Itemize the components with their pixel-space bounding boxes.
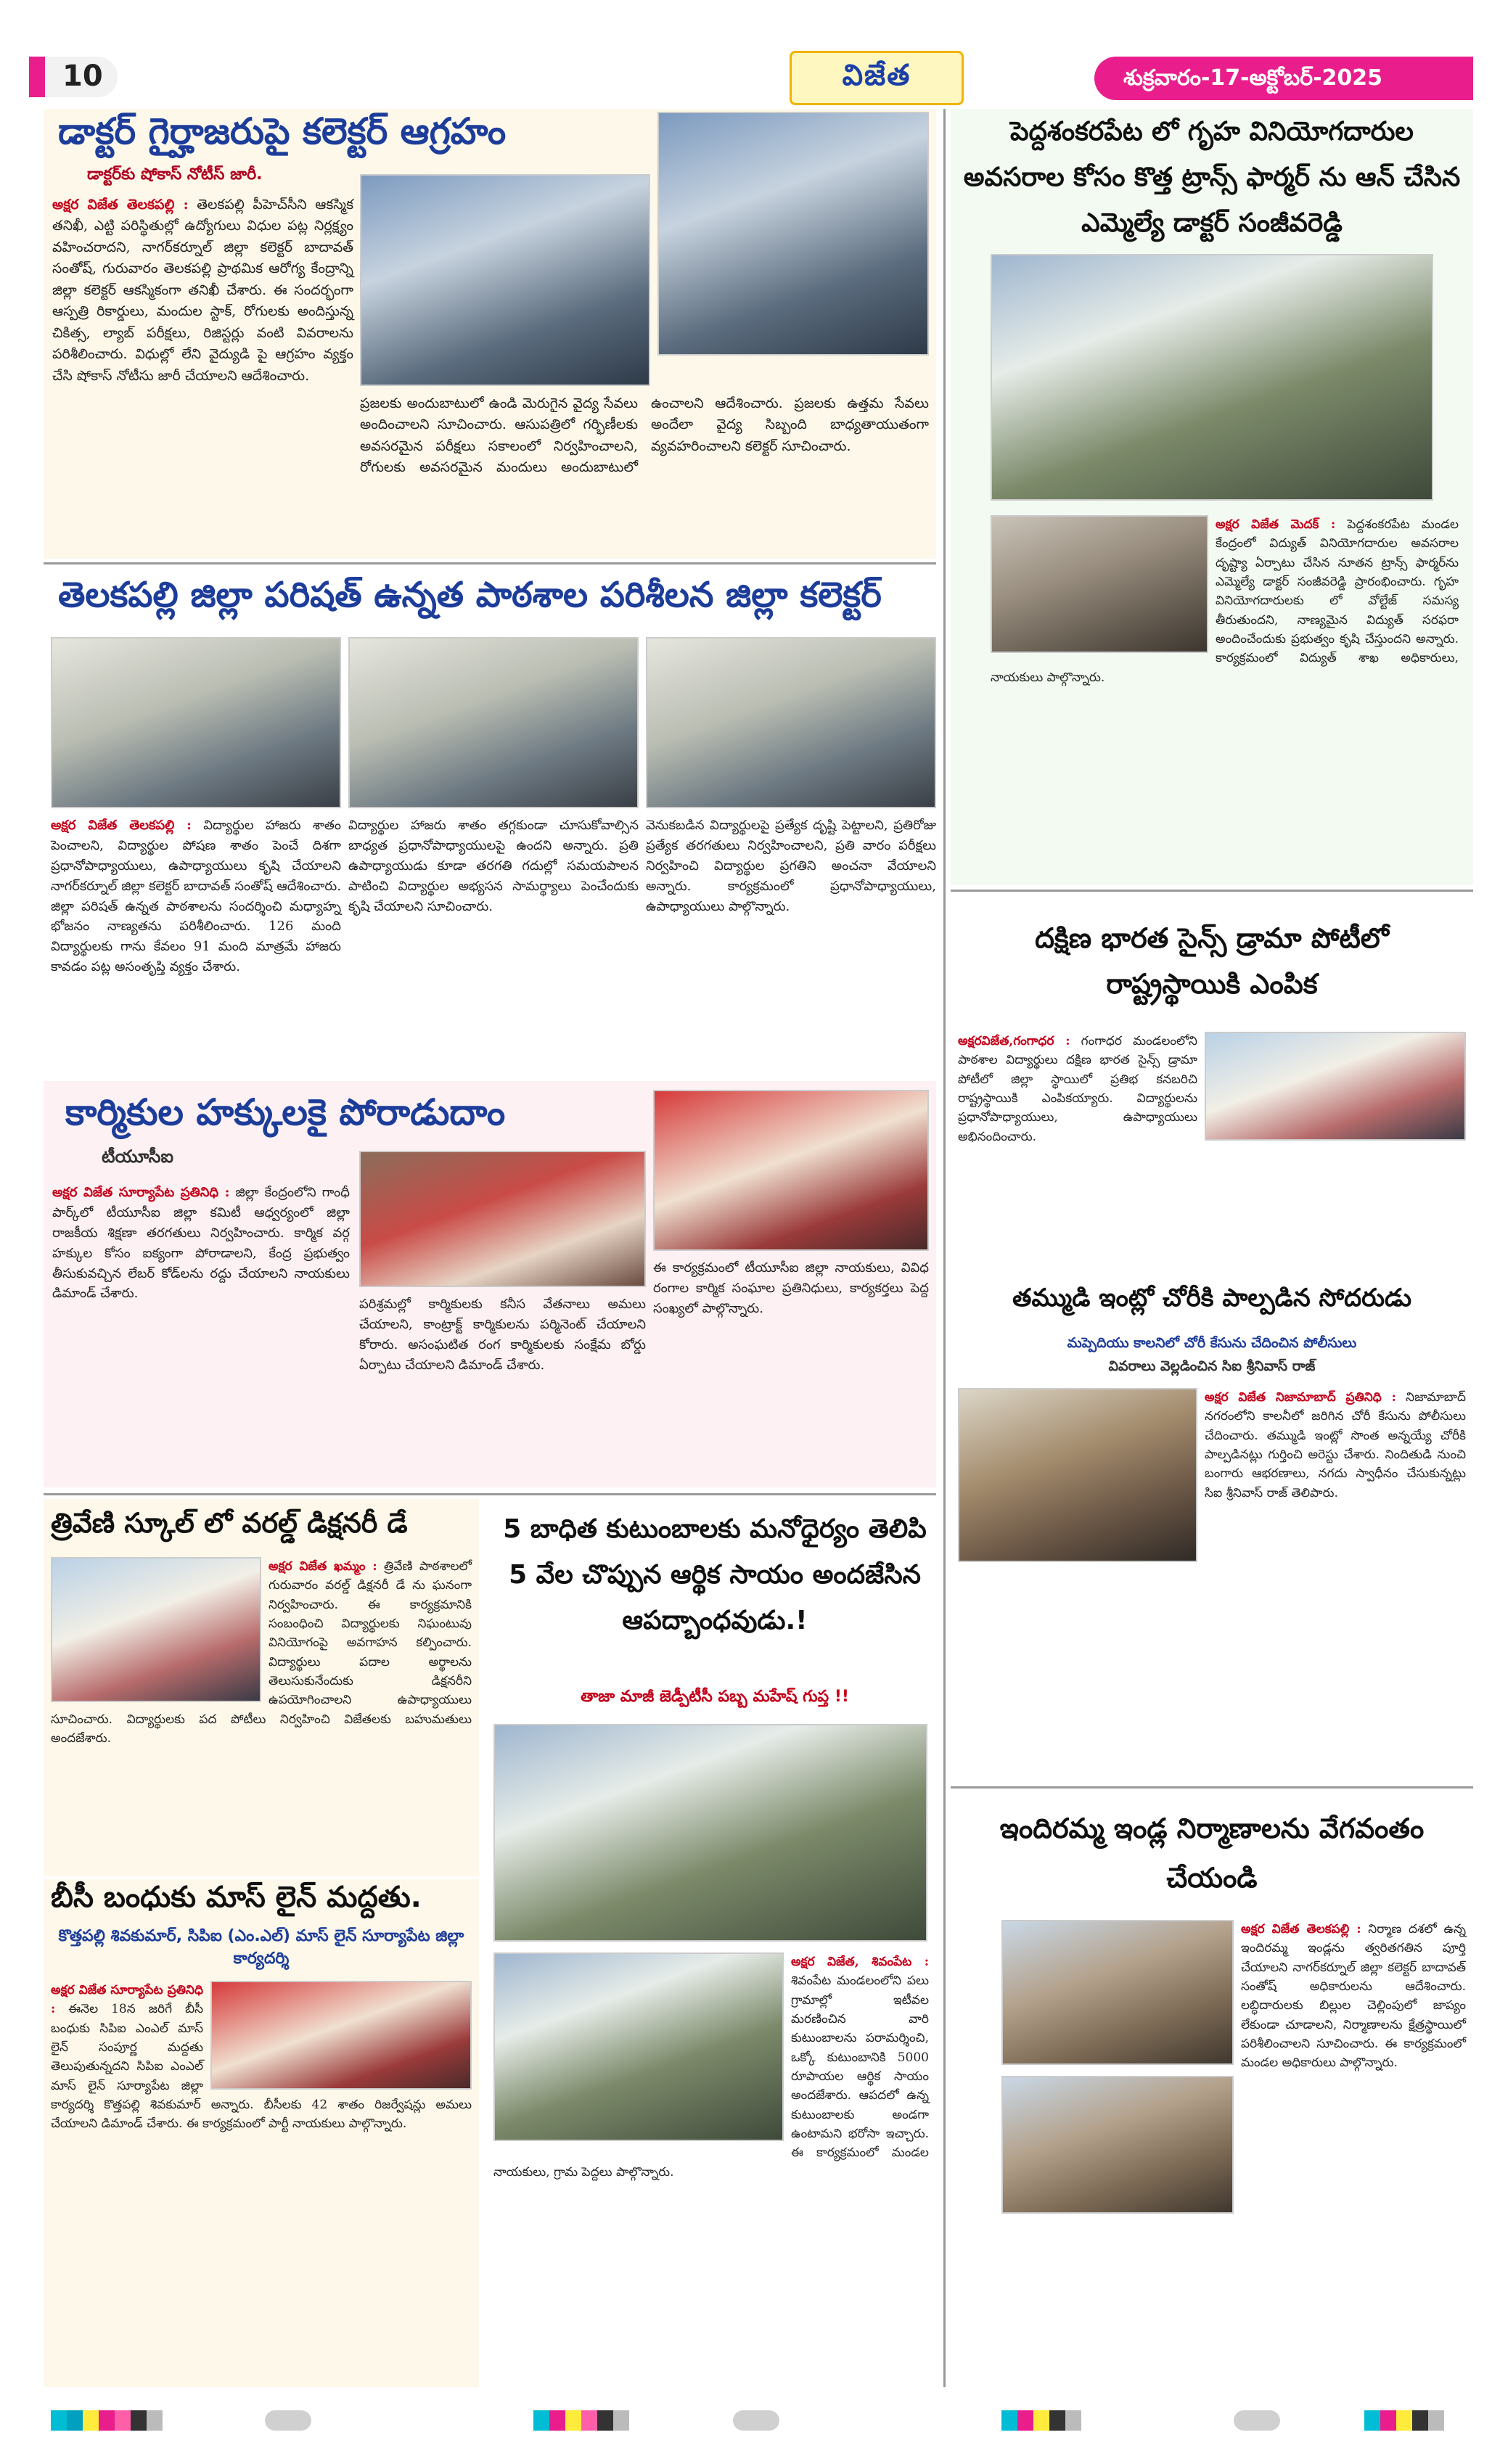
story-body bbox=[958, 1388, 1466, 1776]
story-theft bbox=[951, 1283, 1473, 1783]
column-divider bbox=[943, 109, 946, 2387]
story-headline: కార్మికుల హక్కులకై పోరాడుదాం bbox=[65, 1091, 506, 1133]
story-subhead: తాజా మాజీ జెడ్పీటీసీ పబ్బ మహేష్ గుప్త !! bbox=[581, 1688, 849, 1706]
story-body-col1 bbox=[51, 816, 341, 1069]
photo-party-members bbox=[210, 1981, 472, 2090]
story-text: త్రివేణి పాఠశాలలో గురువారం వరల్డ్ డిక్షనరీ డే ను ఘనంగా నిర్వహించారు. ఈ కార్యక్రమానికి సంబంధించి విద్యార్థులకు నిఘంటువు వినియోగంపై అవగాహన కల్పించారు. విద్యార్థులు పదాల అర్థాలను తెలుసుకునేందుకు డిక్షనరీని ఉపయోగించాలని ఉపాధ్యాయులు సూచించారు. విద్యార్థులకు పద పోటీలు నిర్వహించి విజేతలకు బహుమతులు అందజేశారు. bbox=[51, 1559, 472, 1746]
story-labour-rights bbox=[44, 1081, 936, 1487]
divider bbox=[44, 1493, 936, 1495]
story-byline: వివరాలు వెల్లడించిన సిఐ శ్రీనివాస్ రాజ్ bbox=[1108, 1358, 1316, 1374]
story-body-col2: ప్రజలకు అందుబాటులో ఉండి మెరుగైన వైద్య సేవలు అందించాలని సూచించారు. ఆసుపత్రిలో గర్భిణీలకు అవసరమైన పరీక్షలు సకాలంలో నిర్వహించాలని, రోగులకు అవసరమైన మందులు అందుబాటులో ఉంచాలని ఆదేశించారు. ప్రజలకు ఉత్తమ సేవలు అందేలా వైద్య సిబ్బంది బాధ్యతాయుతంగా వ్యవహరించాలని కలెక్టర్ సూచించారు. bbox=[360, 395, 929, 476]
story-body-col3: ఈ కార్యక్రమంలో టీయూసీఐ జిల్లా నాయకులు, వివిధ రంగాల కార్మిక సంఘాల ప్రతినిధులు, కార్యకర్తలు పెద్ద సంఖ్యలో పాల్గొన్నారు. bbox=[653, 1260, 929, 1316]
photo-collector-inspection-2 bbox=[657, 112, 929, 356]
story-dateline: అక్షర విజేత ఖమ్మం : bbox=[269, 1559, 377, 1574]
story-text: నిజామాబాద్ నగరంలోని కాలనీలో జరిగిన చోరీ కేసును పోలీసులు చేదించారు. తమ్ముడి ఇంట్లో సొంత అన్నయ్యే చోరీకి పాల్పడినట్లు గుర్తించి అరెస్టు చేశారు. నిందితుడి నుంచి బంగారు ఆభరణాలు, నగదు స్వాధీనం చేసుకున్నట్లు సిఐ శ్రీనివాస్ రాజ్ తెలిపారు. bbox=[1205, 1390, 1467, 1500]
story-body bbox=[493, 1952, 929, 2377]
photo-mid-day-meal bbox=[646, 637, 936, 808]
story-indiramma-houses bbox=[951, 1789, 1473, 2384]
story-body-col2: విద్యార్థుల హాజరు శాతం తగ్గకుండా చూసుకోవాల్సిన బాధ్యత ప్రధానోపాధ్యాయులపై ఉందని అన్నారు. ప్రతి ఉపాధ్యాయుడు కూడా తరగతి గదుల్లో సమయపాలన పాటించి విద్యార్థుల అభ్యసన సామర్థ్యాలు పెంచేందుకు కృషి చేయాలని సూచించారు. bbox=[348, 818, 639, 914]
story-text: శివంపేట మండలంలోని పలు గ్రామాల్లో ఇటీవల మరణించిన వారి కుటుంబాలను పరామర్శించి, ఒక్కో కుటుంబానికి 5000 రూపాయల ఆర్థిక సాయం అందజేశారు. ఆపదలో ఉన్న కుటుంబాలకు అండగా ఉంటామని భరోసా ఇచ్చారు. ఈ కార్యక్రమంలో మండల నాయకులు, గ్రామ పెద్దలు పాల్గొన్నారు. bbox=[493, 1974, 929, 2180]
story-dateline: అక్షర విజేత తెలకపల్లి : bbox=[1241, 1922, 1361, 1937]
photo-tuci-meeting-1 bbox=[359, 1151, 646, 1287]
story-body bbox=[958, 1920, 1466, 2377]
story-dictionary-day bbox=[44, 1499, 479, 1876]
story-subhead: మప్పెదియు కాలనిలో చోరీ కేసును చేదించిన పోలీసులు bbox=[1067, 1335, 1357, 1351]
story-text: పెద్దశంకరపేట మండల కేంద్రంలో విద్యుత్ వినియోగదారుల అవసరాల దృష్ట్యా ఏర్పాటు చేసిన నూతన ట్రాన్స్ ఫార్మర్‌ను ఎమ్మెల్యే డాక్టర్ సంజీవరెడ్డి ప్రారంభించారు. గృహ వినియోగదారులకు లో వోల్టేజ్ సమస్య తీరుతుందని, నాణ్యమైన విద్యుత్ సరఫరా అందించేందుకు ప్రభుత్వం కృషి చేస్తుందని అన్నారు. కార్యక్రమంలో విద్యుత్ శాఖ అధికారులు, నాయకులు పాల్గొన్నారు. bbox=[991, 517, 1459, 685]
story-dateline: అక్షర విజేత తెలకపల్లి : bbox=[52, 197, 189, 213]
story-headline: దక్షిణ భారత సైన్స్ డ్రామా పోటీలో రాష్ట్రస్థాయికి ఎంపిక bbox=[1035, 922, 1389, 1000]
issue-date: శుక్రవారం-17-అక్టోబర్-2025 bbox=[1094, 57, 1473, 100]
story-text: గంగాధర మండలంలోని పాఠశాల విద్యార్థులు దక్షిణ భారత సైన్స్ డ్రామా పోటీలో జిల్లా స్థాయిలో ప్రతిభ కనబరిచి రాష్ట్రస్థాయికి ఎంపికయ్యారు. విద్యార్థులను ప్రధానోపాధ్యాయులు, ఉపాధ్యాయులు అభినందించారు. bbox=[958, 1034, 1197, 1144]
story-dateline: అక్షర విజేత తెలకపల్లి : bbox=[51, 818, 192, 833]
story-headline: తెలకపల్లి జిల్లా పరిషత్ ఉన్నత పాఠశాల పరిశీలన జిల్లా కలెక్టర్ bbox=[58, 575, 882, 615]
story-text: నిర్మాణ దశలో ఉన్న ఇందిరమ్మ ఇండ్లను త్వరితగతిన పూర్తి చేయాలని నాగర్‌కర్నూల్ జిల్లా కలెక్టర్ బాదావత్ సంతోష్ అధికారులను ఆదేశించారు. లబ్ధిదారులకు బిల్లుల చెల్లింపులో జాప్యం లేకుండా చూడాలని, నిర్మాణాలను క్షేత్రస్థాయిలో పరిశీలించాలని సూచించారు. ఈ కార్యక్రమంలో మండల అధికారులు పాల్గొన్నారు. bbox=[1241, 1922, 1466, 2071]
story-body-col3: వెనుకబడిన విద్యార్థులపై ప్రత్యేక దృష్టి పెట్టాలని, ప్రతిరోజు ప్రత్యేక తరగతులు నిర్వహించాలని, ప్రతి వారం పరీక్షలు నిర్వహించి విద్యార్థుల ప్రగతిని అంచనా వేయాలని అన్నారు. కార్యక్రమంలో ప్రధానోపాధ్యాయులు, ఉపాధ్యాయులు పాల్గొన్నారు. bbox=[646, 818, 936, 914]
photo-classroom-1 bbox=[51, 637, 341, 808]
story-dateline: అక్షర విజేత సూర్యాపేట ప్రతినిధి : bbox=[51, 1983, 203, 2017]
story-subhead: టీయూసీఐ bbox=[102, 1146, 173, 1167]
story-bc-bandh bbox=[44, 1879, 479, 2387]
page-number: 10 bbox=[45, 57, 118, 97]
photo-tuci-meeting-2 bbox=[653, 1090, 929, 1251]
story-transformer bbox=[951, 109, 1473, 885]
story-body bbox=[51, 1981, 472, 2380]
story-financial-aid bbox=[486, 1499, 936, 2384]
masthead-logo bbox=[790, 51, 964, 105]
registration-oval bbox=[1234, 2410, 1280, 2431]
story-doctor-absent bbox=[44, 109, 936, 559]
color-registration-bar bbox=[51, 2410, 163, 2431]
story-headline: తమ్ముడి ఇంట్లో చోరీకి పాల్పడిన సోదరుడు bbox=[1012, 1284, 1411, 1313]
story-text: తెలకపల్లి పీహెచ్‌సీని ఆకస్మిక తనిఖీ, ఎట్టి పరిస్థితుల్లో ఉద్యోగులు విధుల పట్ల నిర్లక్ష్యం వహించరాదని, నాగర్‌కర్నూల్ జిల్లా కలెక్టర్ బాదావత్ సంతోష్, గురువారం తెలకపల్లి ప్రాథమిక ఆరోగ్య కేంద్రాన్ని జిల్లా కలెక్టర్ ఆకస్మికంగా తనిఖీ చేశారు. ఈ సందర్భంగా ఆస్పత్రి రికార్డులు, మందుల స్టాక్, రోగులకు అందిస్తున్న చికిత్స, ల్యాబ్ పరీక్షలు, రిజిస్టర్లు వంటి వివరాలను పరిశీలించారు. విధుల్లో లేని వైద్యుడి పై ఆగ్రహం వ్యక్తం చేసి షోకాస్ నోటీసు జారీ చేయాలని ఆదేశించారు. bbox=[52, 197, 354, 384]
story-headline: డాక్టర్ గైర్హాజరుపై కలెక్టర్ ఆగ్రహం bbox=[58, 110, 507, 152]
story-text: ఈనెల 18న జరిగే బీసీ బంధుకు సిపిఐ ఎంఎల్ మాస్ లైన్ సంపూర్ణ మద్దతు తెలుపుతున్నదని సిపిఐ ఎంఎల్ మాస్ లైన్ సూర్యాపేట జిల్లా కార్యదర్శి కొత్తపల్లి శివకుమార్ అన్నారు. బీసీలకు 42 శాతం రిజర్వేషన్లు అమలు చేయాలని డిమాండ్ చేశారు. ఈ కార్యక్రమంలో పార్టీ నాయకులు పాల్గొన్నారు. bbox=[51, 2002, 472, 2132]
story-body bbox=[991, 515, 1459, 878]
registration-oval bbox=[733, 2410, 779, 2431]
story-headline: పెద్దశంకరపేట లో గృహ వినియోగదారుల అవసరాల కోసం కొత్త ట్రాన్స్ ఫార్మర్ ను ఆన్ చేసిన ఎమ్మెల్యే డాక్టర్ సంజీవరెడ్డి bbox=[963, 117, 1461, 238]
divider bbox=[44, 562, 936, 564]
photo-aid-handover-1 bbox=[493, 1724, 927, 1942]
photo-mla-transformer bbox=[991, 254, 1433, 501]
story-headline: బీసీ బంధుకు మాస్ లైన్ మద్దతు. bbox=[51, 1881, 422, 1914]
story-headline: 5 బాధిత కుటుంబాలకు మనోధైర్యం తెలిపి 5 వేల చొప్పున ఆర్థిక సాయం అందజేసిన ఆపద్బాంధవుడు.! bbox=[503, 1514, 927, 1635]
story-body bbox=[958, 1032, 1466, 1271]
masthead-text: విజేత bbox=[842, 59, 911, 92]
story-byline: కొత్తపల్లి శివకుమార్, సిపిఐ (ఎం.ఎల్) మాస్ లైన్ సూర్యాపేట జిల్లా కార్యదర్శి bbox=[58, 1927, 464, 1968]
story-text: జిల్లా కేంద్రంలోని గాంధీ పార్క్‌లో టీయూసీఐ జిల్లా కమిటీ ఆధ్వర్యంలో జిల్లా రాజకీయ శిక్షణా తరగతులు నిర్వహించారు. కార్మిక వర్గ హక్కుల కోసం ఐక్యంగా పోరాడాలని, కేంద్ర ప్రభుత్వం తీసుకువచ్చిన లేబర్ కోడ్‌లను రద్దు చేయాలని నాయకులు డిమాండ్ చేశారు. bbox=[52, 1185, 350, 1302]
story-school-inspection bbox=[44, 566, 936, 1074]
story-body-col2: పరిశ్రమల్లో కార్మికులకు కనీస వేతనాలు అమలు చేయాలని, కాంట్రాక్ట్ కార్మికులను పర్మినెంట్ చేయాలని కోరారు. అసంఘటిత రంగ కార్మికులకు సంక్షేమ బోర్డు ఏర్పాటు చేయాలని డిమాండ్ చేశారు. bbox=[359, 1297, 646, 1373]
color-registration-bar bbox=[533, 2410, 629, 2431]
divider bbox=[951, 1786, 1473, 1789]
page-header bbox=[29, 51, 1473, 105]
color-registration-bar bbox=[1364, 2410, 1444, 2431]
story-dateline: అక్షర విజేత, శివంపేట : bbox=[791, 1955, 929, 1969]
story-dateline: అక్షర విజేత నిజామాబాద్ ప్రతినిధి : bbox=[1205, 1390, 1396, 1405]
page-number-tab bbox=[29, 57, 45, 97]
divider bbox=[951, 890, 1473, 892]
story-body bbox=[51, 1557, 472, 1869]
photo-collector-inspection-1 bbox=[360, 174, 650, 386]
story-headline: ఇందిరమ్మ ఇండ్ల నిర్మాణాలను వేగవంతం చేయండి bbox=[999, 1812, 1425, 1894]
story-dateline: అక్షర విజేత మెదక్ : bbox=[1216, 517, 1336, 532]
story-body-col1 bbox=[52, 194, 353, 550]
story-text: విద్యార్థుల హాజరు శాతం పెంచాలని, విద్యార్థుల పోషణ శాతం పెంచే దిశగా ప్రధానోపాధ్యాయులు, ఉపాధ్యాయులు కృషి చేయాలని నాగర్‌కర్నూల్ జిల్లా కలెక్టర్ బాదావత్ సంతోష్ ఆదేశించారు. జిల్లా పరిషత్ ఉన్నత పాఠశాలను సందర్శించి మధ్యాహ్న భోజనం నాణ్యతను పరిశీలించారు. 126 మంది విద్యార్థులకు గాను కేవలం 91 మంది మాత్రమే హాజరు కావడం పట్ల అసంతృప్తి వ్యక్తం చేశారు. bbox=[51, 818, 341, 975]
story-subhead: డాక్టర్‌కు షోకాస్ నోటీస్ జారీ. bbox=[87, 165, 263, 184]
story-dateline: అక్షర విజేత సూర్యాపేట ప్రతినిధి : bbox=[52, 1185, 230, 1200]
story-science-drama bbox=[951, 894, 1473, 1278]
photo-classroom-2 bbox=[348, 637, 639, 808]
story-dateline: అక్షరవిజేత,గంగాధర : bbox=[958, 1034, 1070, 1048]
story-headline: త్రివేణి స్కూల్ లో వరల్డ్ డిక్షనరీ డే bbox=[51, 1507, 408, 1539]
color-registration-bar bbox=[1001, 2410, 1081, 2431]
registration-oval bbox=[265, 2410, 311, 2431]
story-body-col1 bbox=[52, 1183, 350, 1480]
